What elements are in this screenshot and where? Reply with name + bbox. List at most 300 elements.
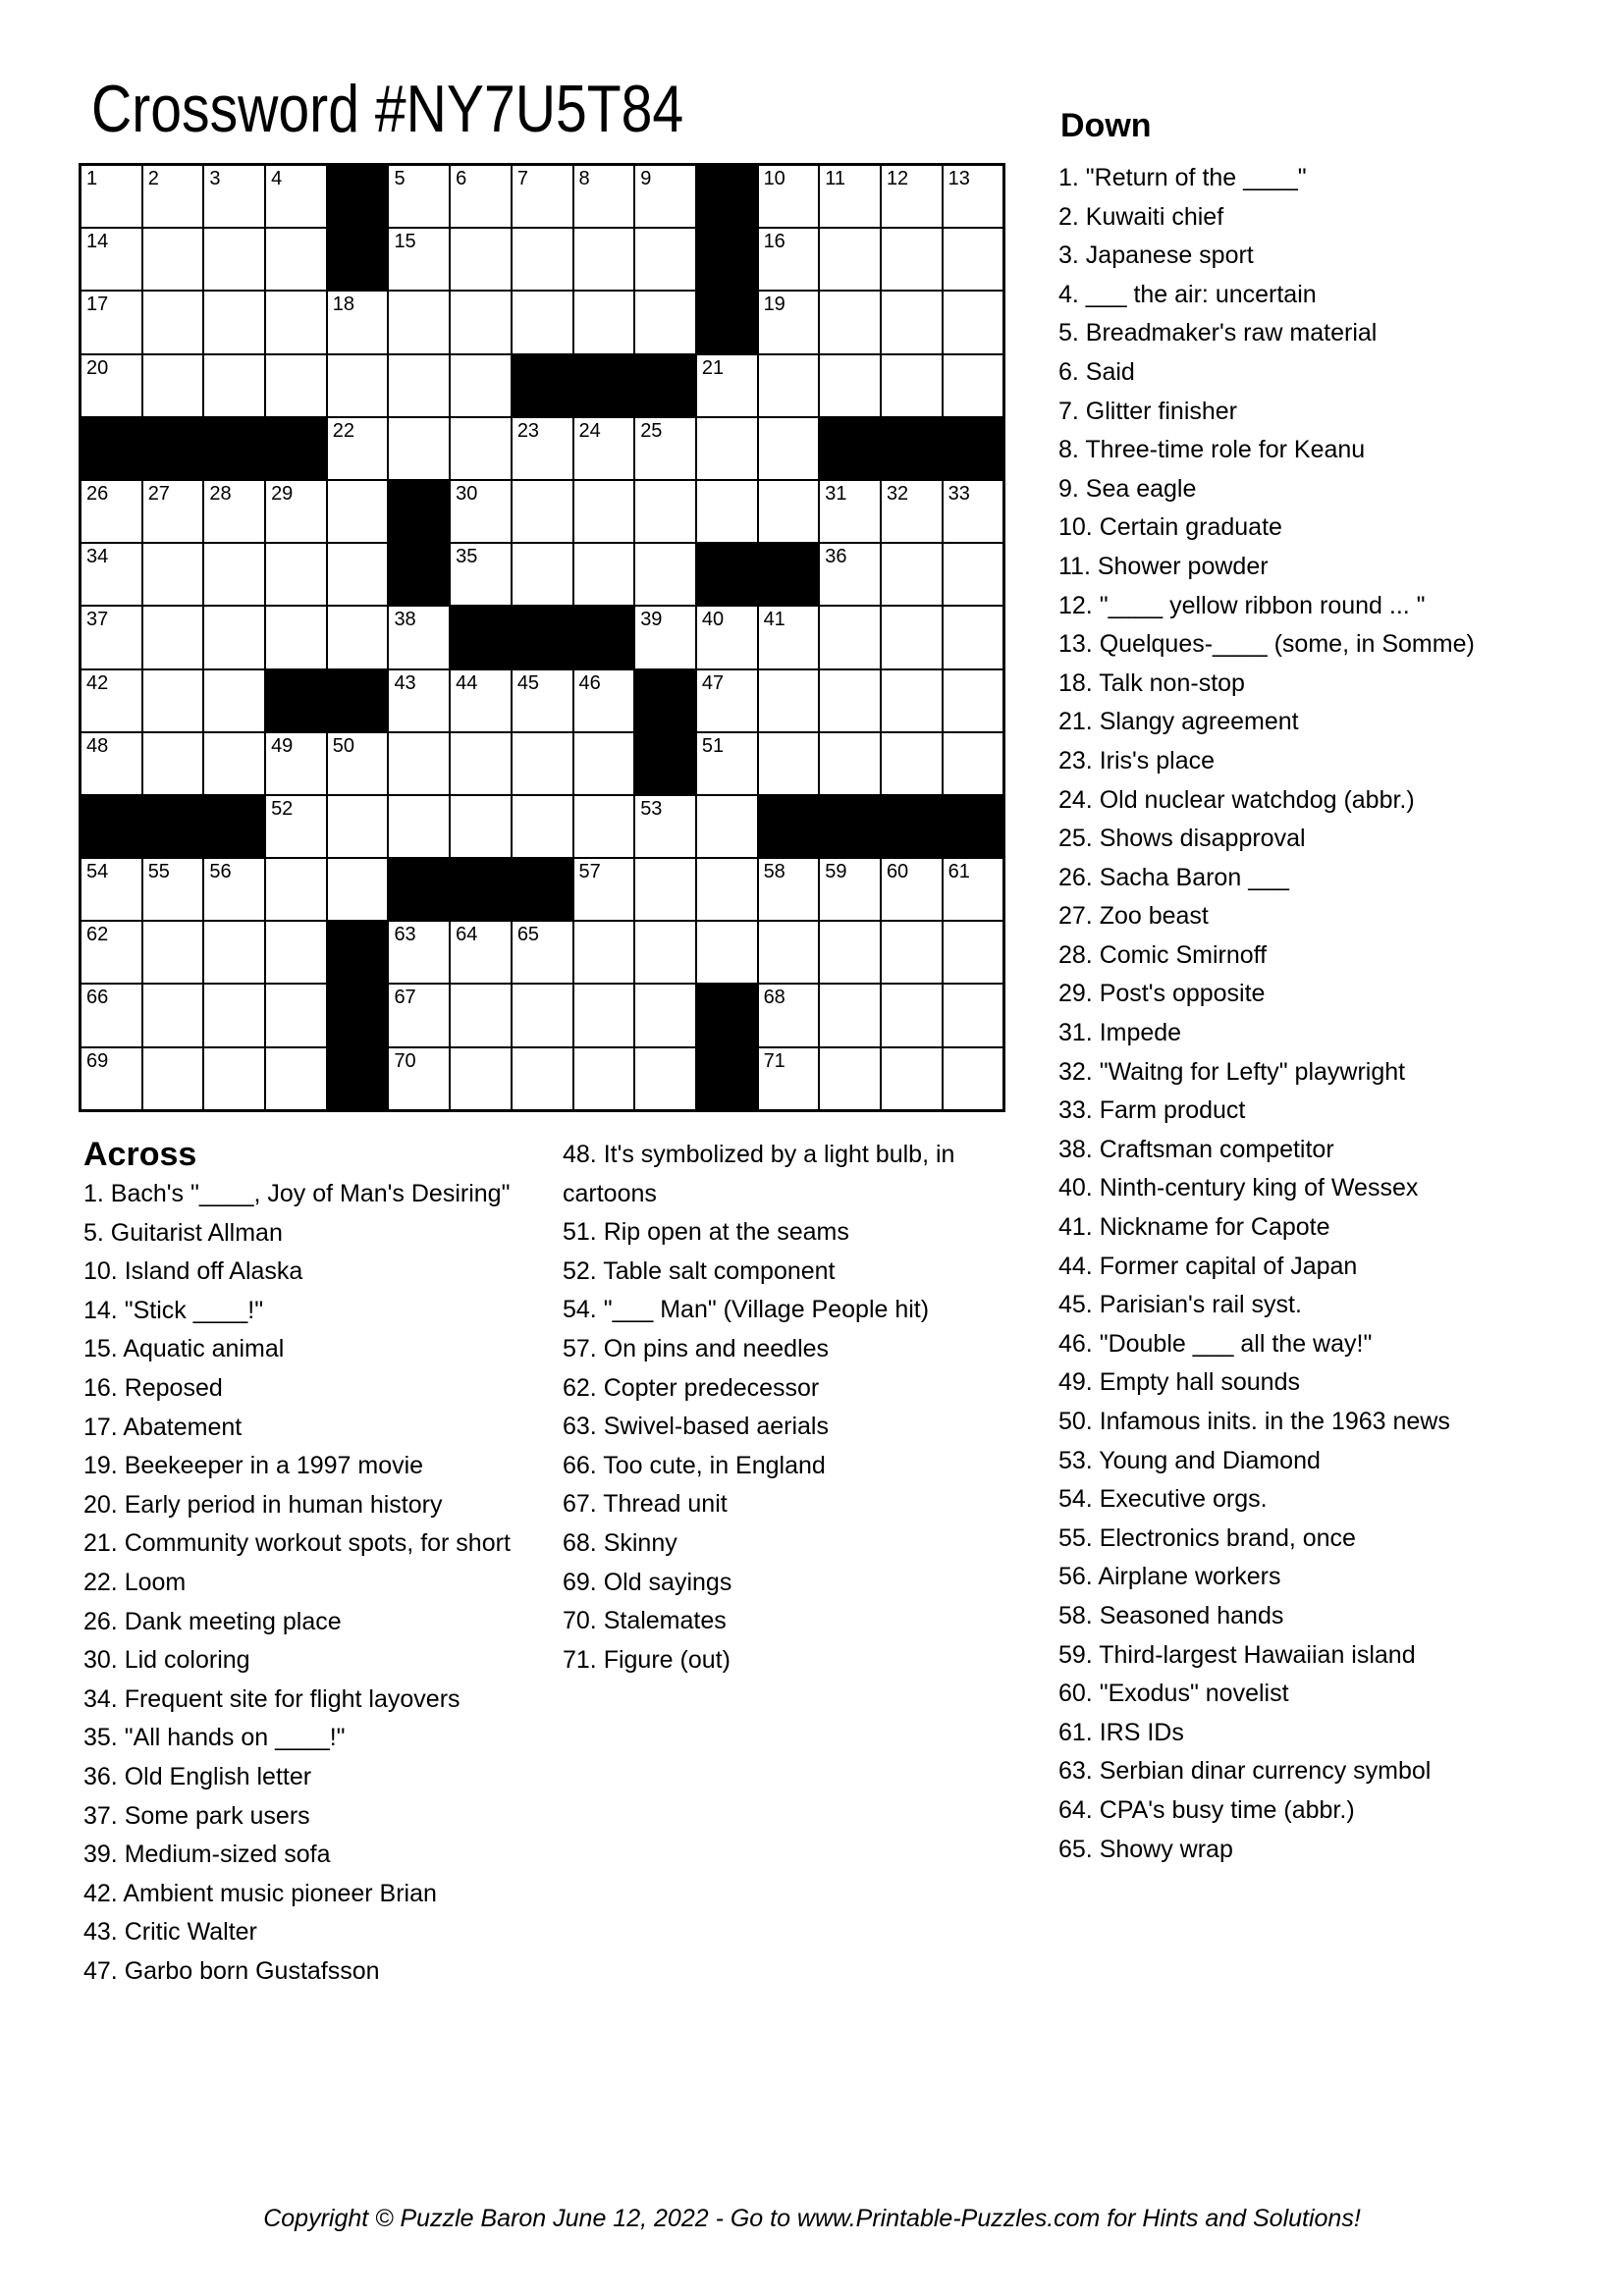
grid-cell-black: [81, 418, 141, 479]
grid-cell-black: [635, 733, 695, 794]
cell-number: 64: [456, 924, 478, 946]
down-clue: 27. Zoo beast: [1058, 902, 1209, 931]
cell-number: 20: [86, 356, 109, 379]
grid-cell: [204, 229, 264, 290]
grid-cell: [882, 1048, 942, 1109]
down-clue: 45. Parisian's rail syst.: [1058, 1291, 1302, 1319]
across-clue: 15. Aquatic animal: [83, 1335, 285, 1363]
grid-cell: [143, 292, 203, 352]
grid-cell: [697, 859, 757, 920]
grid-cell: [574, 859, 634, 920]
cell-number: 54: [86, 861, 109, 883]
down-clue: 59. Third-largest Hawaiian island: [1058, 1640, 1416, 1669]
grid-cell: [266, 607, 326, 667]
down-clue: 8. Three-time role for Keanu: [1058, 436, 1366, 464]
grid-cell: [759, 166, 819, 227]
grid-cell: [759, 481, 819, 542]
grid-cell: [204, 1048, 264, 1109]
grid-cell: [451, 418, 511, 479]
grid-cell: [451, 292, 511, 352]
across-clue: 52. Table salt component: [563, 1256, 836, 1285]
down-clue: 12. "____ yellow ribbon round ... ": [1058, 591, 1426, 619]
grid-cell: [513, 229, 572, 290]
grid-cell-black: [328, 922, 388, 983]
grid-cell: [143, 733, 203, 794]
grid-cell-black: [697, 544, 757, 605]
grid-cell: [143, 859, 203, 920]
grid-cell: [81, 355, 141, 416]
grid-cell-black: [574, 607, 634, 667]
across-clue: 17. Abatement: [83, 1413, 243, 1441]
grid-cell: [389, 355, 449, 416]
cell-number: 4: [271, 168, 283, 189]
grid-cell: [451, 670, 511, 731]
grid-cell: [820, 166, 880, 227]
grid-cell-black: [759, 796, 819, 857]
grid-cell: [635, 418, 695, 479]
grid-cell: [143, 355, 203, 416]
grid-cell: [944, 481, 1003, 542]
cell-number: 28: [209, 482, 232, 505]
across-clue: 35. "All hands on ____!": [83, 1724, 346, 1752]
grid-cell-black: [697, 1048, 757, 1109]
cell-number: 56: [209, 861, 232, 883]
cell-number: 22: [332, 419, 354, 442]
grid-cell: [944, 166, 1003, 227]
down-clue: 5. Breadmaker's raw material: [1058, 319, 1378, 347]
grid-cell: [143, 481, 203, 542]
down-clue: 25. Shows disapproval: [1058, 825, 1306, 853]
cell-number: 40: [701, 609, 725, 631]
grid-cell: [451, 922, 511, 983]
cell-number: 50: [332, 734, 354, 757]
cell-number: 26: [86, 482, 109, 505]
grid-cell: [328, 607, 388, 667]
grid-cell-black: [389, 859, 449, 920]
grid-cell: [328, 355, 388, 416]
grid-cell: [574, 670, 634, 731]
grid-cell: [759, 355, 819, 416]
grid-cell: [81, 922, 141, 983]
grid-cell: [204, 733, 264, 794]
across-clue: 69. Old sayings: [563, 1568, 732, 1596]
grid-cell-black: [451, 859, 511, 920]
grid-cell-black: [697, 229, 757, 290]
grid-cell: [389, 292, 449, 352]
grid-cell: [759, 1048, 819, 1109]
across-clue: 1. Bach's "____, Joy of Man's Desiring": [83, 1180, 511, 1207]
grid-cell: [389, 985, 449, 1045]
grid-cell: [882, 355, 942, 416]
grid-cell: [882, 985, 942, 1045]
grid-cell: [635, 859, 695, 920]
grid-cell: [204, 166, 264, 227]
cell-number: 67: [394, 987, 416, 1009]
down-clue: 56. Airplane workers: [1058, 1563, 1281, 1591]
down-clue: 1. "Return of the ____": [1058, 164, 1307, 191]
cell-number: 14: [86, 231, 109, 253]
grid-cell-black: [635, 670, 695, 731]
grid-cell-black: [635, 355, 695, 416]
cell-number: 2: [147, 168, 159, 189]
grid-cell-black: [266, 418, 326, 479]
grid-cell: [266, 796, 326, 857]
cell-number: 23: [516, 419, 540, 442]
cell-number: 39: [640, 609, 663, 631]
grid-cell: [143, 985, 203, 1045]
down-clue: 18. Talk non-stop: [1058, 668, 1245, 697]
grid-cell: [328, 859, 388, 920]
across-clue: 43. Critic Walter: [83, 1918, 257, 1947]
grid-cell: [389, 670, 449, 731]
down-clue: 33. Farm product: [1058, 1096, 1246, 1125]
grid-cell: [81, 292, 141, 352]
cell-number: 42: [86, 671, 109, 694]
grid-cell: [513, 922, 572, 983]
down-clue: 13. Quelques-____ (some, in Somme): [1058, 630, 1475, 659]
grid-cell: [574, 418, 634, 479]
grid-cell: [513, 418, 572, 479]
grid-cell: [81, 670, 141, 731]
grid-cell: [204, 481, 264, 542]
grid-cell-black: [513, 607, 572, 667]
down-clue: 29. Post's opposite: [1058, 980, 1266, 1008]
grid-cell: [882, 481, 942, 542]
grid-cell: [143, 1048, 203, 1109]
grid-cell: [759, 292, 819, 352]
cell-number: 44: [456, 671, 478, 694]
grid-cell: [389, 733, 449, 794]
grid-cell: [944, 733, 1003, 794]
across-clue: 14. "Stick ____!": [83, 1296, 264, 1324]
grid-cell: [697, 481, 757, 542]
cell-number: 34: [86, 546, 109, 568]
grid-cell: [266, 922, 326, 983]
grid-cell: [143, 607, 203, 667]
cell-number: 25: [640, 419, 663, 442]
cell-number: 52: [271, 797, 294, 820]
across-clue: 42. Ambient music pioneer Brian: [83, 1879, 437, 1907]
grid-cell: [204, 922, 264, 983]
across-clue: 26. Dank meeting place: [83, 1607, 342, 1635]
cell-number: 21: [701, 356, 725, 379]
grid-cell: [451, 355, 511, 416]
grid-cell: [204, 859, 264, 920]
cell-number: 9: [640, 168, 652, 189]
grid-cell: [882, 229, 942, 290]
cell-number: 16: [763, 231, 785, 253]
grid-cell: [697, 418, 757, 479]
cell-number: 7: [516, 168, 528, 189]
grid-cell-black: [697, 292, 757, 352]
grid-cell: [513, 733, 572, 794]
grid-cell: [328, 733, 388, 794]
cell-number: 19: [763, 294, 785, 316]
grid-cell: [266, 292, 326, 352]
cell-number: 66: [86, 987, 109, 1009]
cell-number: 3: [209, 168, 221, 189]
cell-number: 8: [578, 168, 590, 189]
grid-cell: [81, 544, 141, 605]
grid-cell: [635, 166, 695, 227]
down-clue: 54. Executive orgs.: [1058, 1485, 1268, 1514]
cell-number: 1: [86, 168, 98, 189]
grid-cell: [820, 355, 880, 416]
grid-cell: [513, 1048, 572, 1109]
grid-cell: [759, 859, 819, 920]
grid-cell: [513, 985, 572, 1045]
grid-cell: [759, 985, 819, 1045]
grid-cell: [143, 166, 203, 227]
grid-cell-black: [389, 544, 449, 605]
across-clue: 71. Figure (out): [563, 1645, 731, 1674]
grid-cell: [635, 229, 695, 290]
cell-number: 63: [394, 924, 416, 946]
grid-cell: [759, 670, 819, 731]
grid-cell: [204, 670, 264, 731]
across-clue: 19. Beekeeper in a 1997 movie: [83, 1452, 424, 1480]
grid-cell: [697, 355, 757, 416]
down-clue: 10. Certain graduate: [1058, 513, 1282, 542]
cell-number: 18: [332, 294, 354, 316]
grid-cell-black: [328, 670, 388, 731]
grid-cell: [944, 1048, 1003, 1109]
across-clues-column-1: [83, 1175, 555, 1991]
cell-number: 12: [886, 168, 909, 189]
grid-cell: [759, 922, 819, 983]
down-clue: 23. Iris's place: [1058, 746, 1216, 774]
grid-cell: [635, 481, 695, 542]
cell-number: 49: [271, 734, 294, 757]
grid-cell: [204, 607, 264, 667]
grid-cell: [389, 1048, 449, 1109]
down-clue: 60. "Exodus" novelist: [1058, 1680, 1289, 1708]
grid-cell: [143, 229, 203, 290]
cell-number: 29: [271, 482, 294, 505]
across-clue: 48. It's symbolized by a light bulb, in cartoons: [563, 1141, 955, 1207]
grid-cell: [204, 985, 264, 1045]
grid-cell: [635, 292, 695, 352]
grid-cell: [697, 733, 757, 794]
across-clue: 54. "___ Man" (Village People hit): [563, 1296, 930, 1324]
grid-cell: [574, 166, 634, 227]
across-clue: 22. Loom: [83, 1568, 187, 1596]
across-clue: 39. Medium-sized sofa: [83, 1841, 331, 1869]
page-title: Crossword #NY7U5T84: [91, 72, 684, 146]
copyright-footer: Copyright © Puzzle Baron June 12, 2022 - Go to www.Printable-Puzzles.com for Hints and Solutions!: [263, 2205, 1361, 2232]
grid-cell: [328, 418, 388, 479]
down-clue: 61. IRS IDs: [1058, 1718, 1184, 1746]
down-clue: 46. "Double ___ all the way!": [1058, 1329, 1373, 1358]
grid-cell: [451, 733, 511, 794]
across-clue: 67. Thread unit: [563, 1490, 728, 1519]
cell-number: 53: [640, 797, 663, 820]
grid-cell: [266, 355, 326, 416]
grid-cell: [451, 544, 511, 605]
across-clues-column-2: [563, 1136, 1034, 1680]
across-clue: 51. Rip open at the seams: [563, 1218, 849, 1247]
grid-cell-black: [266, 670, 326, 731]
grid-cell: [820, 859, 880, 920]
grid-cell: [882, 292, 942, 352]
down-clue: 58. Seasoned hands: [1058, 1601, 1284, 1629]
grid-cell: [513, 292, 572, 352]
grid-cell: [451, 166, 511, 227]
grid-cell: [697, 796, 757, 857]
grid-cell: [143, 544, 203, 605]
grid-cell-black: [389, 481, 449, 542]
grid-cell: [820, 292, 880, 352]
down-clue: 63. Serbian dinar currency symbol: [1058, 1757, 1432, 1786]
grid-cell: [759, 733, 819, 794]
across-clue: 16. Reposed: [83, 1373, 223, 1402]
grid-cell: [820, 607, 880, 667]
cell-number: 38: [394, 609, 416, 631]
down-clue: 41. Nickname for Capote: [1058, 1213, 1330, 1242]
grid-cell: [574, 1048, 634, 1109]
grid-cell: [266, 544, 326, 605]
grid-cell-black: [451, 607, 511, 667]
grid-cell: [451, 1048, 511, 1109]
down-clue: 55. Electronics brand, once: [1058, 1523, 1356, 1552]
grid-cell: [820, 922, 880, 983]
cell-number: 65: [516, 924, 540, 946]
grid-cell: [820, 670, 880, 731]
grid-cell-black: [882, 796, 942, 857]
down-clue: 32. "Waitng for Lefty" playwright: [1058, 1057, 1406, 1086]
down-clues-column: [1058, 159, 1614, 1869]
grid-cell: [266, 985, 326, 1045]
grid-cell: [266, 859, 326, 920]
down-clue: 4. ___ the air: uncertain: [1058, 280, 1317, 308]
cell-number: 47: [701, 671, 725, 694]
grid-cell: [820, 481, 880, 542]
down-clue: 64. CPA's busy time (abbr.): [1058, 1795, 1355, 1824]
down-clue: 3. Japanese sport: [1058, 241, 1254, 270]
grid-cell: [451, 985, 511, 1045]
cell-number: 45: [516, 671, 540, 694]
cell-number: 60: [886, 861, 909, 883]
grid-cell: [143, 922, 203, 983]
grid-cell: [635, 985, 695, 1045]
grid-cell: [574, 544, 634, 605]
grid-cell: [81, 985, 141, 1045]
across-clue: 5. Guitarist Allman: [83, 1218, 283, 1247]
grid-cell: [389, 922, 449, 983]
grid-cell: [143, 670, 203, 731]
across-clue: 34. Frequent site for flight layovers: [83, 1684, 460, 1713]
grid-cell-black: [204, 796, 264, 857]
grid-cell: [266, 481, 326, 542]
grid-cell: [451, 481, 511, 542]
cell-number: 71: [763, 1049, 785, 1072]
grid-cell: [944, 985, 1003, 1045]
cell-number: 51: [701, 734, 725, 757]
grid-cell: [882, 733, 942, 794]
grid-cell: [266, 733, 326, 794]
grid-cell: [204, 292, 264, 352]
down-clue: 26. Sacha Baron ___: [1058, 863, 1289, 891]
cell-number: 48: [86, 734, 109, 757]
cell-number: 57: [578, 861, 601, 883]
down-clue: 11. Shower powder: [1058, 552, 1269, 580]
down-header: Down: [1060, 107, 1152, 144]
cell-number: 32: [886, 482, 909, 505]
cell-number: 5: [394, 168, 406, 189]
grid-cell-black: [944, 796, 1003, 857]
grid-cell: [882, 859, 942, 920]
down-clue: 7. Glitter finisher: [1058, 397, 1238, 425]
cell-number: 24: [578, 419, 601, 442]
grid-cell: [328, 544, 388, 605]
cell-number: 6: [456, 168, 467, 189]
across-clue: 70. Stalemates: [563, 1607, 727, 1635]
grid-cell: [513, 481, 572, 542]
grid-cell: [451, 796, 511, 857]
grid-cell: [635, 796, 695, 857]
grid-cell: [81, 229, 141, 290]
cell-number: 27: [147, 482, 170, 505]
grid-cell: [389, 796, 449, 857]
cell-number: 37: [86, 609, 109, 631]
cell-number: 30: [456, 482, 478, 505]
down-clue: 53. Young and Diamond: [1058, 1446, 1321, 1474]
grid-cell: [328, 292, 388, 352]
down-clue: 6. Said: [1058, 357, 1135, 386]
across-clue: 62. Copter predecessor: [563, 1373, 820, 1402]
across-clue: 10. Island off Alaska: [83, 1257, 303, 1286]
cell-number: 55: [147, 861, 170, 883]
grid-cell-black: [513, 859, 572, 920]
grid-cell: [944, 607, 1003, 667]
cell-number: 36: [825, 546, 847, 568]
grid-cell-black: [143, 796, 203, 857]
cell-number: 70: [394, 1049, 416, 1072]
cell-number: 59: [825, 861, 847, 883]
cell-number: 17: [86, 294, 109, 316]
grid-cell: [81, 166, 141, 227]
grid-cell: [389, 418, 449, 479]
across-clue: 36. Old English letter: [83, 1762, 312, 1790]
grid-cell: [574, 292, 634, 352]
grid-cell: [81, 607, 141, 667]
grid-cell: [513, 544, 572, 605]
grid-cell: [944, 670, 1003, 731]
grid-cell: [204, 355, 264, 416]
grid-cell-black: [328, 1048, 388, 1109]
grid-cell: [266, 229, 326, 290]
cell-number: 15: [394, 231, 416, 253]
down-clue: 49. Empty hall sounds: [1058, 1368, 1300, 1397]
grid-cell: [513, 166, 572, 227]
cell-number: 35: [456, 546, 478, 568]
cell-number: 31: [825, 482, 847, 505]
down-clue: 21. Slangy agreement: [1058, 708, 1299, 736]
across-clue: 57. On pins and needles: [563, 1334, 830, 1362]
across-header: Across: [83, 1136, 197, 1173]
grid-cell: [574, 796, 634, 857]
grid-cell-black: [574, 355, 634, 416]
grid-cell: [635, 544, 695, 605]
across-clue: 20. Early period in human history: [83, 1490, 443, 1519]
grid-cell: [759, 229, 819, 290]
grid-cell: [944, 229, 1003, 290]
across-clue: 66. Too cute, in England: [563, 1451, 826, 1479]
grid-cell: [820, 229, 880, 290]
grid-cell: [574, 229, 634, 290]
grid-cell: [944, 292, 1003, 352]
grid-cell-black: [143, 418, 203, 479]
